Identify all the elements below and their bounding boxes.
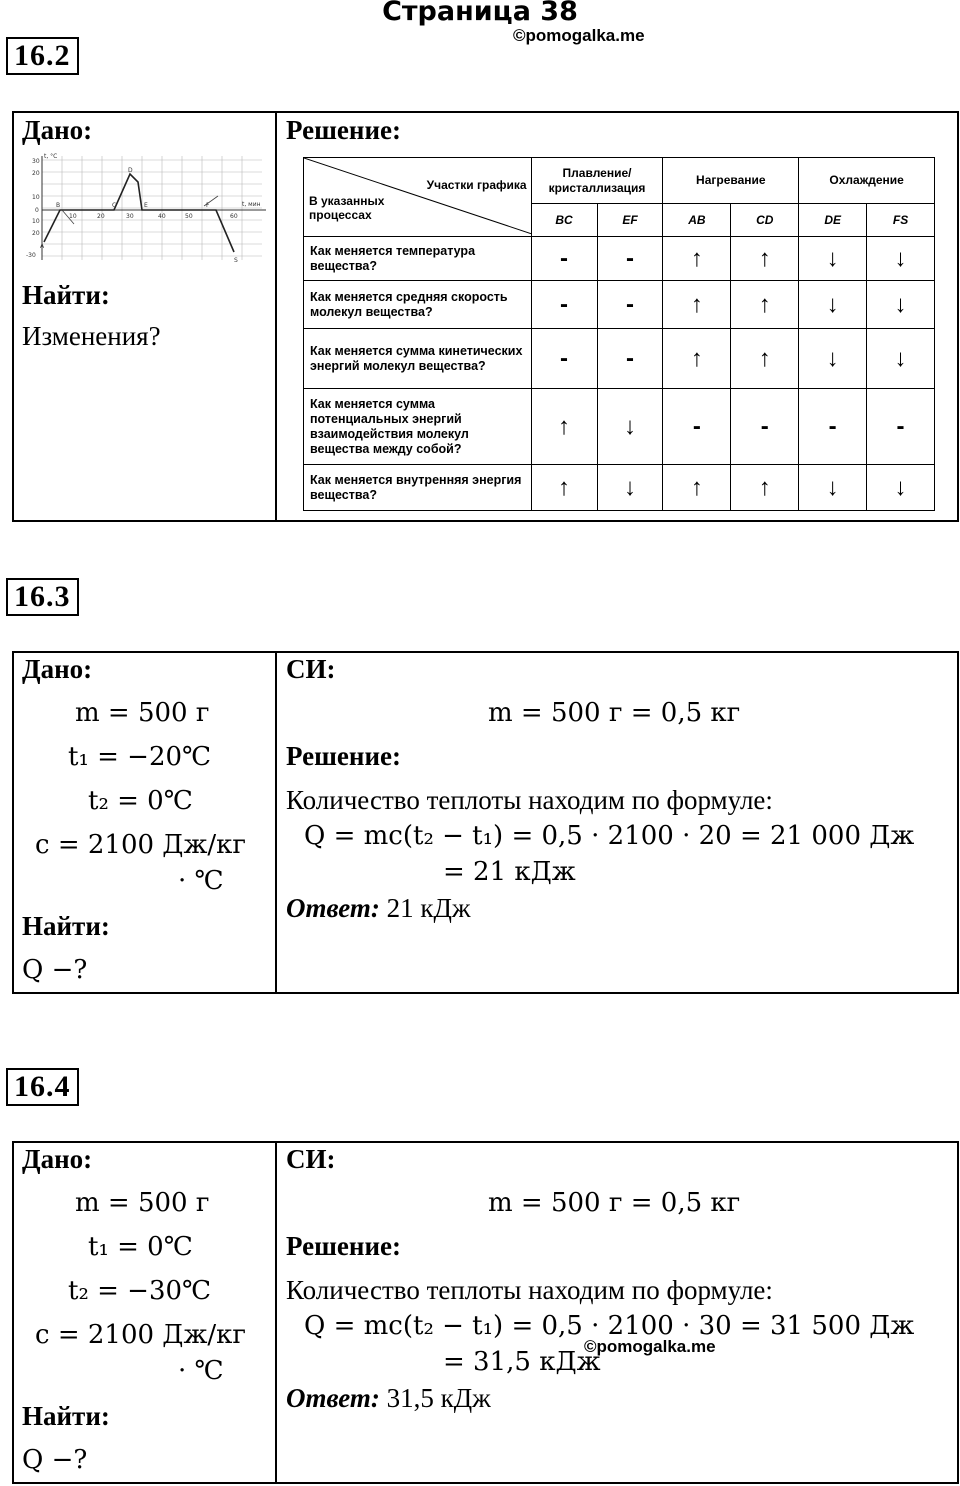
task-number: 16.4 [6,1068,79,1106]
value-cell: - [531,237,597,281]
value-cell: ↑ [663,329,731,389]
table-row [304,281,935,329]
given-t2: t₂ = −30℃ [68,1276,212,1306]
diagonal-bottom-label: В указанных процессах [309,194,385,222]
group-header: Плавление/ кристаллизация [531,158,663,204]
given-mass: m = 500 г [75,698,210,728]
point-label: A [40,243,45,250]
si-label: СИ: [286,1144,336,1174]
find-label: Найти: [22,280,110,310]
find-label: Найти: [22,911,110,941]
answer-line [286,1383,491,1414]
value-cell: ↑ [731,329,799,389]
value-cell: ↓ [867,237,935,281]
value-cell: ↓ [799,237,867,281]
processes-table [303,157,935,511]
table-row [304,329,935,389]
solution-label: Решение: [286,741,401,771]
y-tick: 20 [32,230,40,237]
point-label: E [144,202,148,209]
answer-label: Ответ: [286,1383,380,1413]
x-tick: 20 [97,213,105,220]
x-tick: 40 [158,213,166,220]
value-cell: - [531,281,597,329]
x-tick: 30 [126,213,134,220]
segment-header: CD [731,204,799,237]
formula-line-2: = 21 кДж [443,857,576,887]
value-cell: ↑ [531,465,597,511]
group-header: Нагревание [663,158,799,204]
solution-label: Решение: [286,1231,401,1261]
table-row [304,465,935,511]
question-cell: Как меняется средняя скорость молекул вещества? [304,281,532,329]
given-label: Дано: [22,1144,93,1174]
value-cell: ↑ [531,389,597,465]
x-axis-label: t, мин [242,201,261,208]
value-cell: - [867,389,935,465]
group-header: Охлаждение [799,158,935,204]
solution-intro: Количество теплоты находим по формуле: [286,1275,773,1305]
value-cell: - [597,237,663,281]
page-title: Страница 38 [382,0,578,27]
value-cell: ↑ [731,465,799,511]
value-cell: ↓ [867,281,935,329]
column-divider [275,651,277,994]
given-label: Дано: [22,115,93,145]
segment-header: AB [663,204,731,237]
y-tick: 0 [35,207,39,214]
y-tick: 30 [32,158,40,165]
find-text: Q −? [22,1445,88,1475]
answer-label: Ответ: [286,893,380,923]
segment-header: EF [597,204,663,237]
answer-text: 21 кДж [379,893,471,923]
si-text: m = 500 г = 0,5 кг [488,698,741,728]
table-row [304,389,935,465]
value-cell: ↓ [597,389,663,465]
question-cell: Как меняется сумма потенциальных энергий взаимодействия молекул вещества между собой? [304,389,532,465]
value-cell: ↓ [867,329,935,389]
question-cell: Как меняется температура вещества? [304,237,532,281]
y-tick: 20 [32,170,40,177]
question-cell: Как меняется внутренняя энергия вещества? [304,465,532,511]
watermark-top: ©pomogalka.me [513,26,645,45]
y-tick: 10 [32,194,40,201]
task-number: 16.2 [6,37,79,75]
x-tick: 60 [230,213,238,220]
column-divider [275,1141,277,1484]
point-label: B [56,202,61,209]
segment-header: DE [799,204,867,237]
si-text: m = 500 г = 0,5 кг [488,1188,741,1218]
value-cell: ↑ [663,237,731,281]
value-cell: - [731,389,799,465]
temperature-time-graph [22,152,268,268]
table-row [304,237,935,281]
value-cell: - [663,389,731,465]
value-cell: - [799,389,867,465]
column-divider [275,111,277,522]
segment-header: FS [867,204,935,237]
point-label: C [112,202,117,209]
value-cell: ↑ [731,281,799,329]
answer-line [286,893,471,924]
given-c: c = 2100 Дж/кг [35,1320,246,1350]
formula-line-2: = 31,5 кДж [443,1347,601,1377]
given-c: c = 2100 Дж/кг [35,830,246,860]
given-c-unit: · ℃ [178,866,224,896]
value-cell: ↓ [799,281,867,329]
value-cell: - [531,329,597,389]
value-cell: ↓ [597,465,663,511]
given-t1: t₁ = 0℃ [88,1232,193,1262]
value-cell: ↑ [731,237,799,281]
solution-label: Решение: [286,115,401,145]
formula-line-1: Q = mc(t₂ − t₁) = 0,5 · 2100 · 20 = 21 000 Дж [304,821,915,851]
point-label: D [128,167,133,174]
solution-intro: Количество теплоты находим по формуле: [286,785,773,815]
value-cell: ↓ [867,465,935,511]
given-c-unit: · ℃ [178,1356,224,1386]
value-cell: ↑ [663,281,731,329]
si-label: СИ: [286,654,336,684]
value-cell: - [597,281,663,329]
find-text: Q −? [22,955,88,985]
answer-text: 31,5 кДж [379,1383,491,1413]
question-cell: Как меняется сумма кинетических энергий молекул вещества? [304,329,532,389]
watermark-mid: ©pomogalka.me [584,1337,716,1356]
formula-line-1: Q = mc(t₂ − t₁) = 0,5 · 2100 · 30 = 31 500 Дж [304,1311,915,1341]
segment-header: BC [531,204,597,237]
diagonal-top-label: Участки графика [426,178,527,192]
x-tick: 10 [69,213,77,220]
value-cell: ↑ [663,465,731,511]
task-number: 16.3 [6,578,79,616]
point-label: S [234,257,238,264]
value-cell: ↓ [799,465,867,511]
find-text: Изменения? [22,321,161,351]
value-cell: - [597,329,663,389]
diagonal-header-cell [304,158,532,237]
given-t2: t₂ = 0℃ [88,786,193,816]
find-label: Найти: [22,1401,110,1431]
given-label: Дано: [22,654,93,684]
y-axis-label: t, °C [44,153,58,160]
y-tick: 10 [32,218,40,225]
given-mass: m = 500 г [75,1188,210,1218]
given-t1: t₁ = −20℃ [68,742,212,772]
y-tick: -30 [26,252,36,259]
x-tick: 50 [185,213,193,220]
point-label: F [206,202,210,209]
value-cell: ↓ [799,329,867,389]
